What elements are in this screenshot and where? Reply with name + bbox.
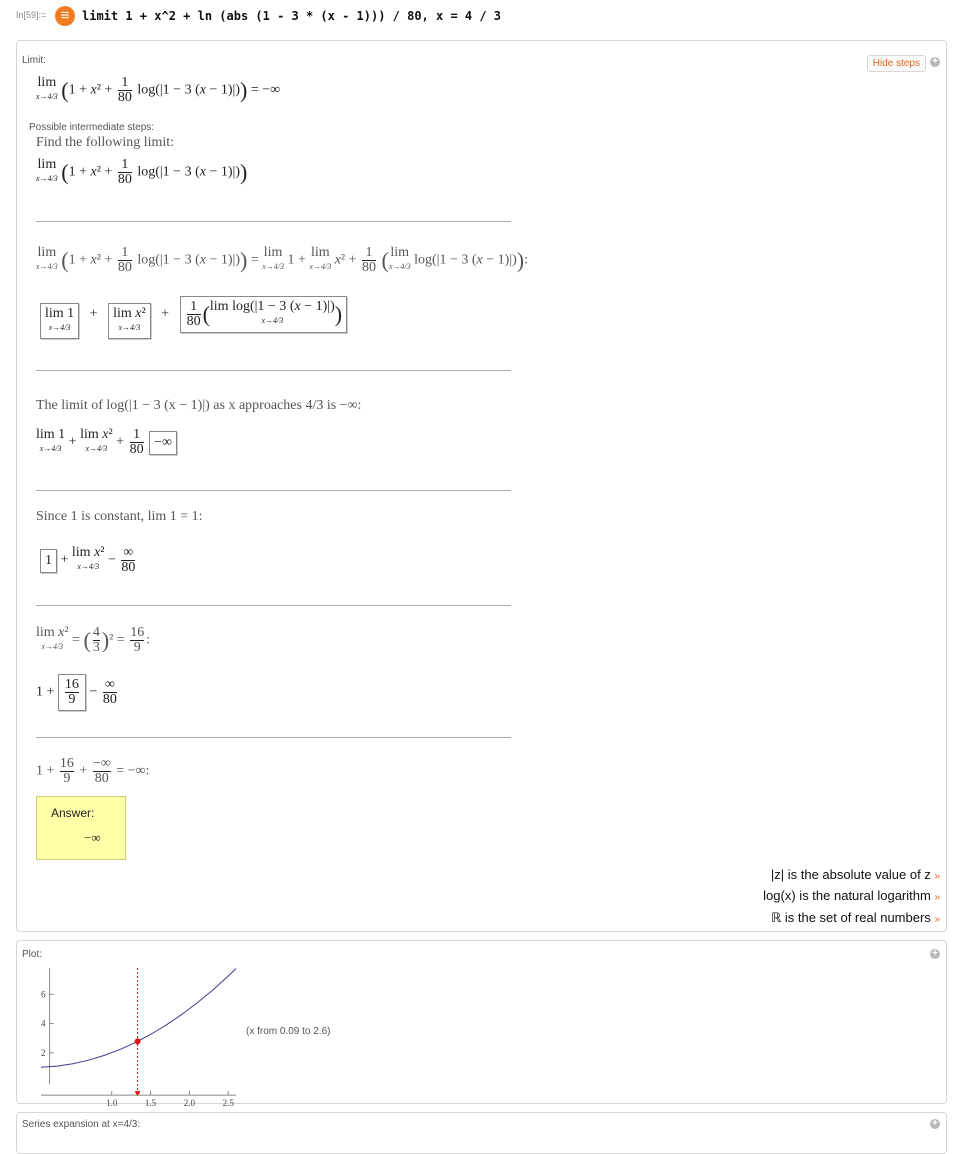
plot-curve [41,969,236,1068]
limit-pod-title: Limit: [22,55,46,66]
x-tick-label: 1.0 [106,1098,118,1109]
x-tick-label: 2.5 [222,1098,234,1109]
pod-menu-icon[interactable]: + [930,57,940,67]
step-6-expression: 1 + $\frac{16}{9}$ − $\frac{\infty}{80}$ [36,674,119,711]
note-arrow-icon: » [934,871,940,882]
answer-value: −∞ [84,830,101,845]
step-7-expression: 1 + $\frac{16}{9}$ + $\frac{-\infty}{80}$ = −∞: [36,756,150,786]
note-text: is the set of real numbers [781,910,931,925]
plot-range-note: (x from 0.09 to 2.6) [246,1026,331,1037]
query-input[interactable]: limit 1 + x^2 + ln (abs (1 - 3 * (x - 1))) / 80, x = 4 / 3 [82,9,502,23]
find-limit-label: Find the following limit: [36,135,175,150]
wolfram-alpha-icon[interactable]: ≡ [55,6,75,26]
pod-menu-icon[interactable]: + [930,949,940,959]
intermediate-steps-label: Possible intermediate steps: [29,122,155,133]
note-symbol: log(x) [763,888,796,903]
step-2-boxes: lim 1 x→4/3 + lim x² x→4/3 + $\frac{1}{80}$ (lim log(|1 − 3 (x − 1)|) x→4/3 ) [40,296,347,339]
input-label: In[59]:= [16,10,47,20]
y-tick-label: 2 [41,1047,46,1058]
limit-result: lim x→4/3 (1 + x² + $\frac{1}{80}$ log(|1 − 3 (x − 1)|)) = −∞ [36,75,281,105]
step-5-expression: lim x² x→4/3 = ( $\frac{4}{3}$ )² = $\frac{16}{9}$ : [36,625,151,655]
plot-pod-title: Plot: [22,949,43,960]
y-tick-label: 4 [41,1018,46,1029]
series-expansion-pod [16,1112,947,1154]
hide-steps-button[interactable]: Hide steps [867,55,926,72]
step-2-expression: lim x→4/3 (1 + x² + $\frac{1}{80}$ log(|1 − 3 (x − 1)|)) = lim x→4/3 1 + lim x→4/3 x² + $\frac{1}{80}$ ( lim x→4/3 log(|1 − 3 (x − 1)|)): [36,245,529,275]
step-divider [36,605,511,606]
constant-rule-text: Since 1 is constant, lim 1 = 1: [36,509,203,524]
step-divider [36,490,511,491]
note-symbol: ℝ [770,910,782,925]
note-absolute-value[interactable] [771,867,940,882]
note-text: is the natural logarithm [795,888,931,903]
pod-menu-icon[interactable]: + [930,1119,940,1129]
answer-label: Answer: [51,806,95,820]
y-tick-label: 6 [41,989,46,1000]
answer-box [36,796,126,860]
note-arrow-icon: » [934,914,940,925]
limit-rule-text: The limit of log(|1 − 3 (x − 1)|) as x approaches 4/3 is −∞: [36,398,362,413]
limit-point [135,1038,141,1044]
note-text: is the absolute value of z [784,867,931,882]
series-expansion-title: Series expansion at x=4/3: [22,1119,141,1130]
step-divider [36,370,511,371]
x-tick-label: 2.0 [183,1098,196,1109]
step-divider [36,221,511,222]
step-1-expression: lim x→4/3 (1 + x² + $\frac{1}{80}$ log(|1 − 3 (x − 1)|)) [36,157,248,187]
note-natural-log[interactable] [763,888,940,903]
step-divider [36,737,511,738]
step-3-expression: lim 1 x→4/3 + lim x² x→4/3 + $\frac{1}{80}$ −∞ [36,428,177,457]
note-real-numbers[interactable] [771,910,940,926]
note-arrow-icon: » [934,892,940,903]
plot-chart [36,960,246,1109]
note-symbol: |z| [770,867,785,882]
x-tick-label: 1.5 [144,1098,157,1109]
step-4-expression: 1 + lim x² x→4/3 − $\frac{\infty}{80}$ [40,546,137,575]
